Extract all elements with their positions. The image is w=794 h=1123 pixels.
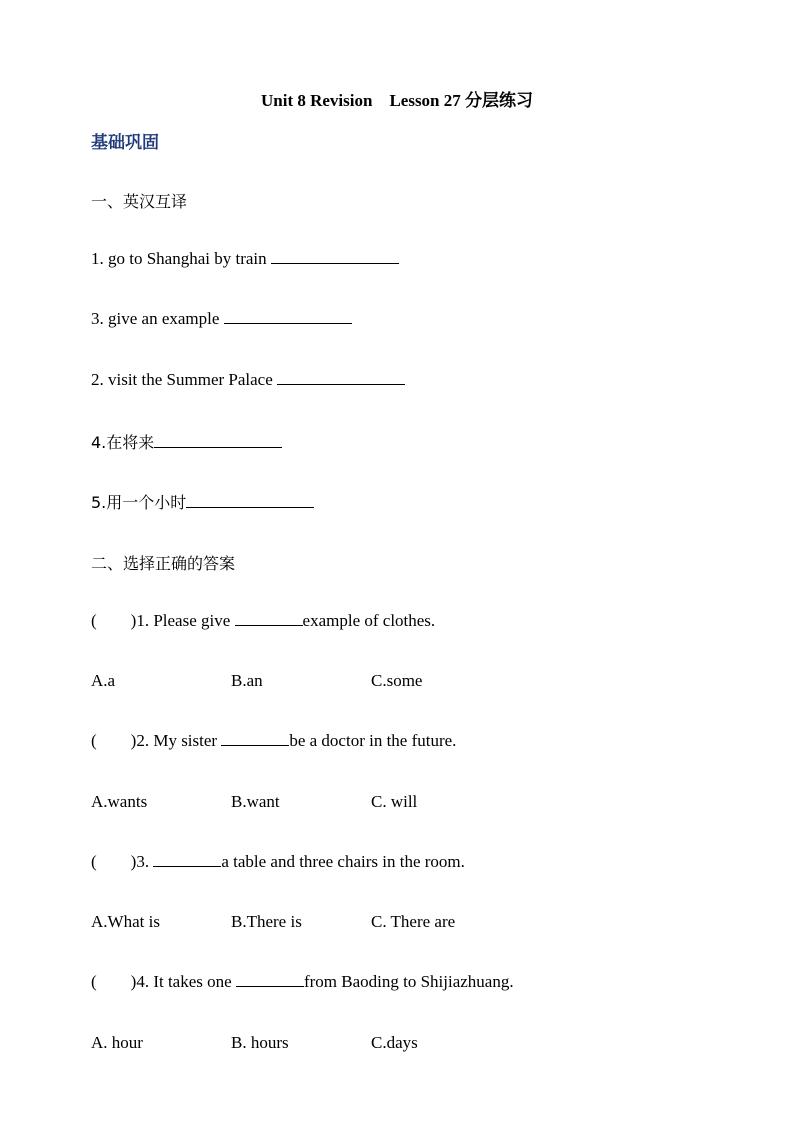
answer-blank[interactable] xyxy=(236,972,304,987)
option-c[interactable]: C.some xyxy=(371,671,423,690)
page-title: Unit 8 Revision Lesson 27 分层练习 xyxy=(260,91,534,110)
question-text: be a doctor in the future. xyxy=(289,731,457,750)
section-basic-heading: 基础巩固 xyxy=(91,133,159,153)
question-text: ( )3. xyxy=(91,852,154,871)
option-a[interactable]: A.What is xyxy=(91,912,160,931)
answer-blank[interactable] xyxy=(186,493,314,508)
part1-item-5 xyxy=(91,490,314,513)
question-text: ( )4. It takes one xyxy=(91,972,236,991)
part1-item-2 xyxy=(91,309,352,329)
option-b[interactable]: B.an xyxy=(231,671,263,690)
question-text: from Baoding to Shijiazhuang. xyxy=(303,972,514,991)
item-text: 2. visit the Summer Palace xyxy=(91,370,278,389)
part2-heading: 二、选择正确的答案 xyxy=(91,554,236,573)
answer-blank[interactable] xyxy=(235,611,303,626)
part1-item-1 xyxy=(91,249,399,269)
answer-blank[interactable] xyxy=(224,309,352,324)
option-b[interactable]: B.want xyxy=(231,792,280,811)
option-c[interactable]: C.days xyxy=(371,1033,418,1052)
answer-blank[interactable] xyxy=(153,852,221,867)
option-b[interactable]: B.There is xyxy=(231,912,302,931)
question-2 xyxy=(91,731,456,751)
question-text: ( )2. My sister xyxy=(91,731,222,750)
answer-blank[interactable] xyxy=(271,249,399,264)
part1-heading: 一、英汉互译 xyxy=(91,192,188,211)
item-text: 4.在将来 xyxy=(91,433,155,452)
part1-item-3 xyxy=(91,370,405,390)
answer-blank[interactable] xyxy=(154,433,282,448)
item-text: 1. go to Shanghai by train xyxy=(91,249,271,268)
option-a[interactable]: A. hour xyxy=(91,1033,143,1052)
answer-blank[interactable] xyxy=(277,370,405,385)
option-c[interactable]: C. will xyxy=(371,792,418,811)
question-text: ( )1. Please give xyxy=(91,611,235,630)
question-3 xyxy=(91,852,465,872)
question-1 xyxy=(91,611,435,631)
item-text: 5.用一个小时 xyxy=(91,493,187,512)
option-c[interactable]: C. There are xyxy=(371,912,456,931)
part1-item-4 xyxy=(91,430,282,453)
question-4 xyxy=(91,972,514,992)
option-a[interactable]: A.wants xyxy=(91,792,148,811)
question-text: example of clothes. xyxy=(302,611,436,630)
item-text: 3. give an example xyxy=(91,309,224,328)
option-a[interactable]: A.a xyxy=(91,671,116,690)
question-text: a table and three chairs in the room. xyxy=(221,852,465,871)
option-b[interactable]: B. hours xyxy=(231,1033,289,1052)
answer-blank[interactable] xyxy=(221,731,289,746)
